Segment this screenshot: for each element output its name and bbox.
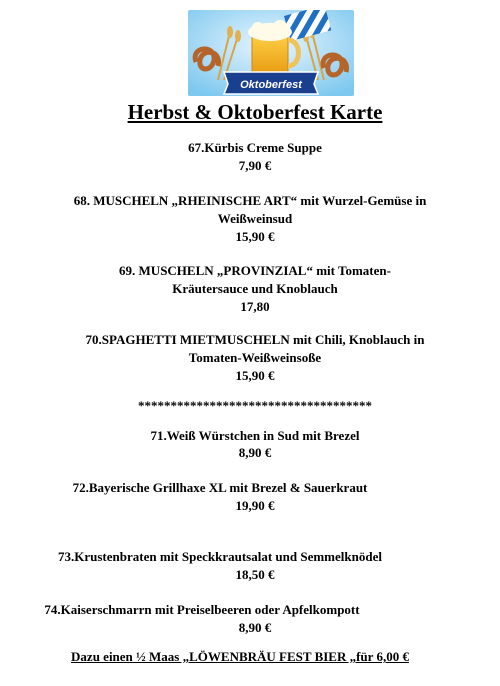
item-73-name: 73.Krustenbraten mit Speckkrautsalat und Semmelknödel [58, 549, 382, 564]
beer-offer: Dazu einen ½ Maas „LÖWENBRÄU FEST BIER „für 6,00 € [71, 649, 409, 664]
menu-title: Herbst & Oktoberfest Karte [127, 100, 383, 124]
item-71-name: 71.Weiß Würstchen in Sud mit Brezel [150, 428, 360, 443]
item-67-name: 67.Kürbis Creme Suppe [188, 140, 322, 155]
item-73-price: 18,50 € [235, 567, 275, 582]
item-68-name-cont: Weißweinsud [217, 211, 293, 226]
item-74-name: 74.Kaiserschmarrn mit Preiselbeeren oder Apfelkompott [44, 602, 360, 617]
logo-text: Oktoberfest [240, 79, 302, 91]
item-70-name-cont: Tomaten-Weißweinsoße [188, 350, 322, 365]
item-70-price: 15,90 € [235, 368, 275, 383]
item-68-price: 15,90 € [235, 229, 275, 244]
item-71-price: 8,90 € [238, 445, 272, 460]
oktoberfest-logo [188, 10, 354, 96]
item-68-name: 68. MUSCHELN „RHEINISCHE ART“ mit Wurzel-Gemüse in [73, 193, 427, 208]
item-70-name: 70.SPAGHETTI MIETMUSCHELN mit Chili, Knoblauch in [85, 332, 425, 347]
oktoberfest-illustration [188, 10, 354, 96]
item-69-price: 17,80 [240, 299, 270, 314]
item-72-price: 19,90 € [235, 498, 275, 513]
separator: ************************************ [138, 398, 372, 413]
item-67-price: 7,90 € [238, 158, 272, 173]
item-74-price: 8,90 € [238, 620, 272, 635]
item-69-name-cont: Kräutersauce und Knoblauch [172, 281, 338, 296]
item-72-name: 72.Bayerische Grillhaxe XL mit Brezel & Sauerkraut [72, 480, 368, 495]
item-69-name: 69. MUSCHELN „PROVINZIAL“ mit Tomaten- [119, 263, 391, 278]
